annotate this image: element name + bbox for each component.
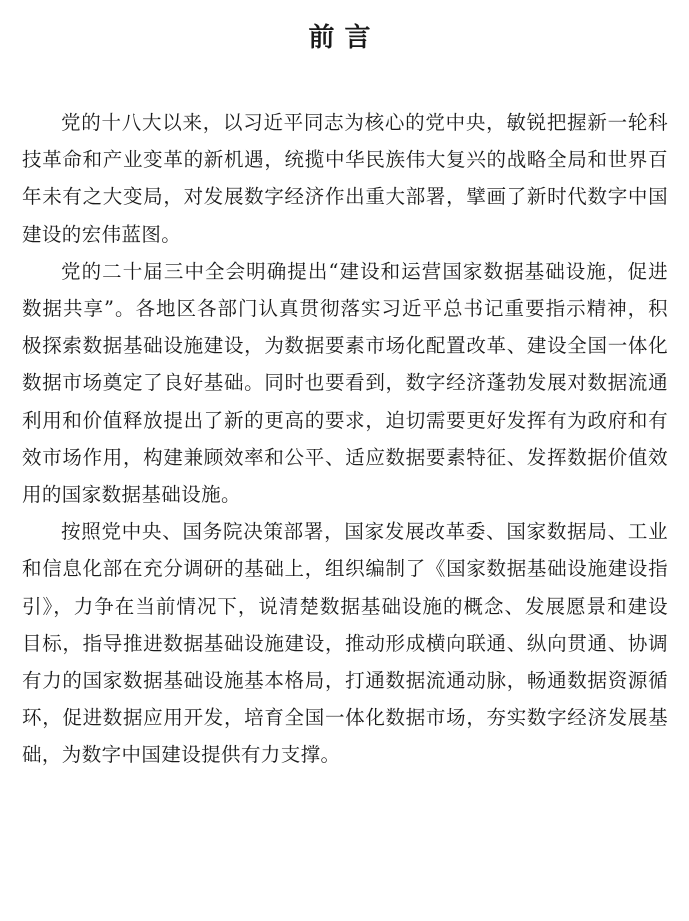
- paragraph-3: 按照党中央、国务院决策部署，国家发展改革委、国家数据局、工业和信息化部在充分调研的基础上，组织编制了《国家数据基础设施建设指引》，力争在当前情况下，说清楚数据基础设施的概念、发展愿景和建设目标，指导推进数据基础设施建设，推动形成横向联通、纵向贯通、协调有力的国家数据基础设施基本格局，打通数据流通动脉，畅通数据资源循环，促进数据应用开发，培育全国一体化数据市场，夯实数字经济发展基础，为数字中国建设提供有力支撑。: [22, 520, 668, 767]
- paragraph-2: 党的二十届三中全会明确提出“建设和运营国家数据基础设施，促进数据共享”。各地区各部门认真贯彻落实习近平总书记重要指示精神，积极探索数据基础设施建设，为数据要素市场化配置改革、建设全国一体化数据市场奠定了良好基础。同时也要看到，数字经济蓬勃发展对数据流通利用和价值释放提出了新的更高的要求，迫切需要更好发挥有为政府和有效市场作用，构建兼顾效率和公平、适应数据要素特征、发挥数据价值效用的国家数据基础设施。: [22, 259, 668, 507]
- paragraph-1: 党的十八大以来，以习近平同志为核心的党中央，敏锐把握新一轮科技革命和产业变革的新机遇，统揽中华民族伟大复兴的战略全局和世界百年未有之大变局，对发展数字经济作出重大部署，擘画了新时代数字中国建设的宏伟蓝图。: [22, 111, 668, 246]
- page-title: 前言: [308, 23, 381, 53]
- document-body: [22, 104, 668, 774]
